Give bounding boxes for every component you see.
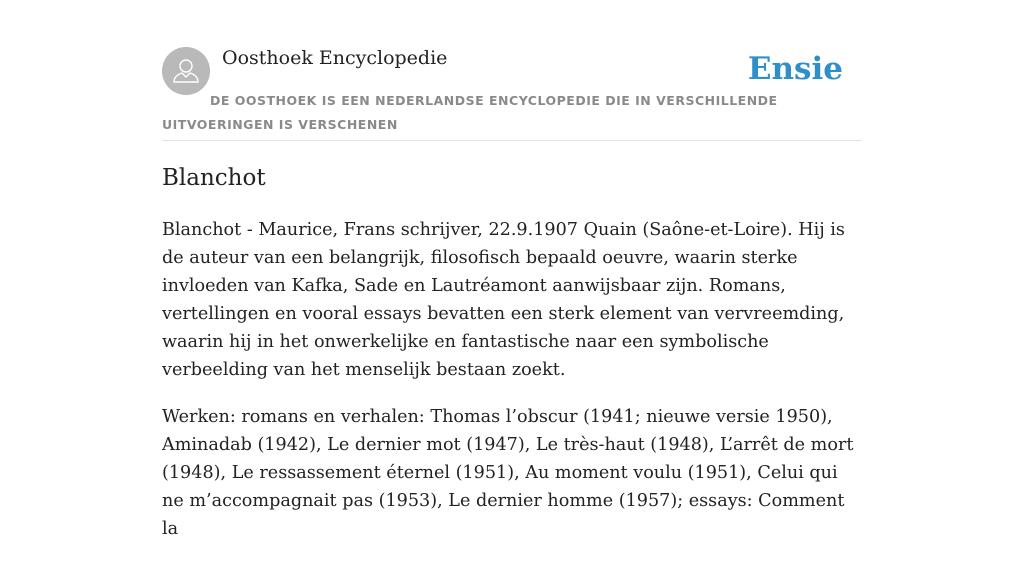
avatar[interactable] [162, 47, 210, 95]
site-tagline: DE OOSTHOEK IS EEN NEDERLANDSE ENCYCLOPEDIE DIE IN VERSCHILLENDE UITVOERINGEN IS VERSCHENEN [162, 93, 778, 132]
user-icon [162, 47, 210, 95]
article-body [162, 216, 862, 562]
brand-logo[interactable]: Ensie [747, 51, 843, 87]
article-title: Blanchot [162, 165, 266, 191]
site-title[interactable]: Oosthoek Encyclopedie [222, 47, 448, 69]
article-paragraph: Werken: romans en verhalen: Thomas l’obscur (1941; nieuwe versie 1950), Aminadab (1942), Le dernier mot (1947), Le très-haut (1948), L’arrêt de mort (1948), Le ressassement éternel (1951), Au moment voulu (1951), Celui qui ne m’accompagnait pas (1953), Le dernier homme (1957); essays: Comment la [162, 407, 854, 539]
site-header [162, 0, 862, 141]
page [162, 0, 862, 539]
article-paragraph: Blanchot - Maurice, Frans schrijver, 22.9.1907 Quain (Saône-et-Loire). Hij is de auteur van een belangrijk, filosofisch bepaald oeuvre, waarin sterke invloeden van Kafka, Sade en Lautréamont aanwijsbaar zijn. Romans, vertellingen en vooral essays bevatten een sterk element van vervreemding, waarin hij in het onwerkelijke en fantastische naar een symbolische verbeelding van het menselijk bestaan zoekt. [162, 220, 845, 380]
